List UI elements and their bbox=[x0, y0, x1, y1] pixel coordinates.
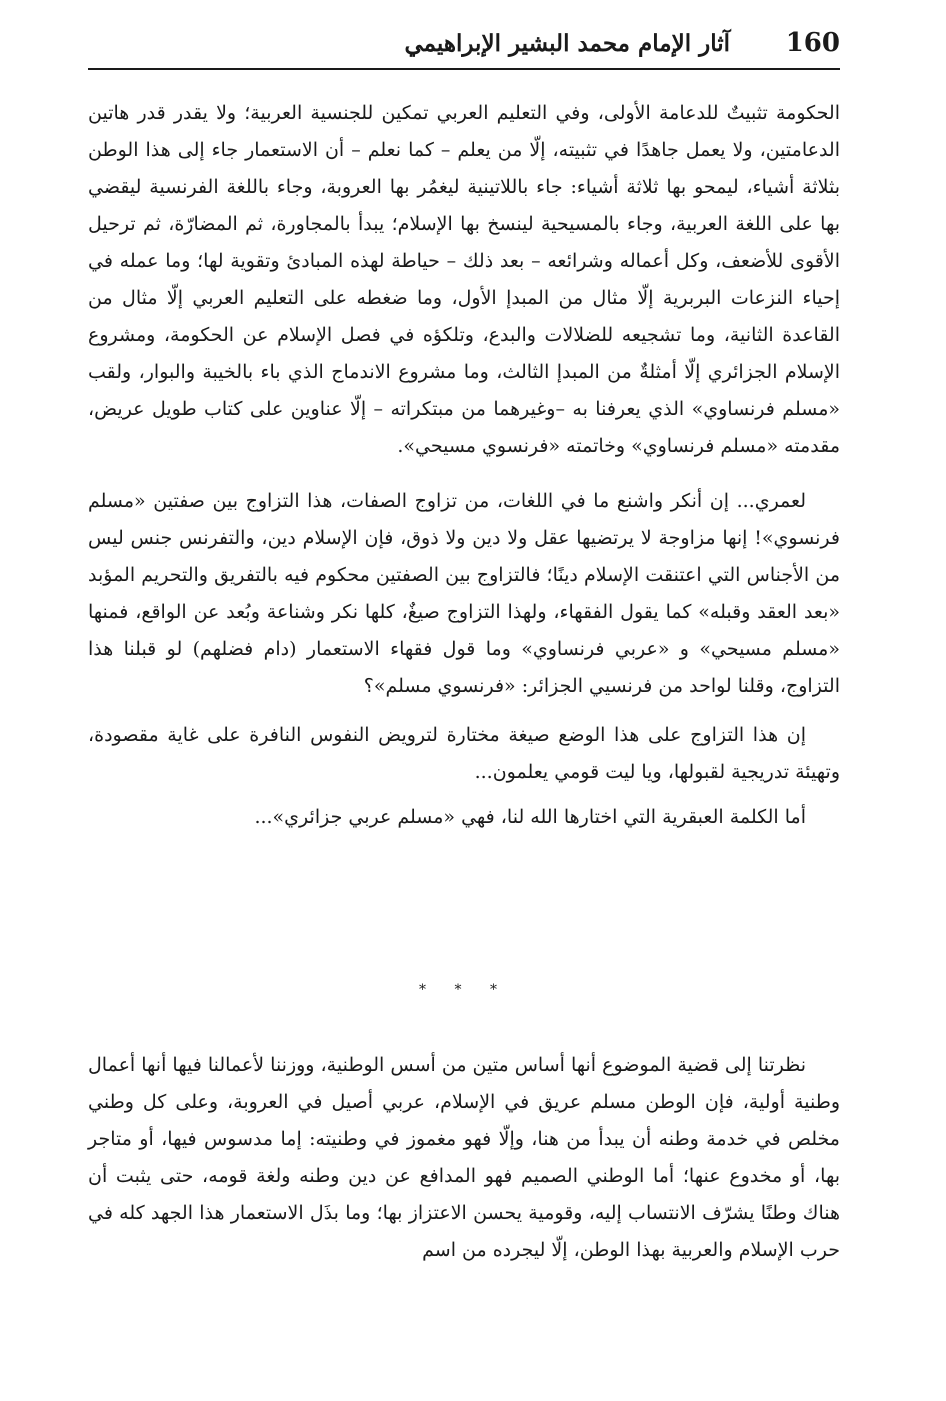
body-text-top bbox=[88, 95, 840, 836]
running-title: آثار الإمام محمد البشير الإبراهيمي bbox=[404, 30, 730, 57]
running-header bbox=[88, 24, 840, 68]
header-rule bbox=[88, 68, 840, 70]
section-separator: * * * bbox=[419, 982, 509, 998]
paragraph-2: لعمري... إن أنكر واشنع ما في اللغات، من تزاوج الصفات، هذا التزاوج بين صفتين «مسلم فرنسوي»! إنها مزاوجة لا يرتضيها عقل ولا دين ولا ذوق، فإن الإسلام دين، والتفرنس جنس ليس من الأجناس التي اعتنقت الإسلام دينًا؛ فالتزاوج بين الصفتين محكوم فيه بالتفريق والتحريم المؤبد «بعد العقد وقبله» كما يقول الفقهاء، ولهذا التزاوج صيغٌ، كلها نكر وشناعة وبُعد عن الواقع، فمنها «مسلم مسيحي» و «عربي فرنساوي» وما قول فقهاء الاستعمار (دام فضلهم) لو قبلنا هذا التزاوج، وقلنا لواحد من فرنسيي الجزائر: «فرنسوي مسلم»؟ bbox=[88, 490, 840, 697]
paragraph-5: نظرتنا إلى قضية الموضوع أنها أساس متين من أسس الوطنية، ووزننا لأعمالنا فيها أنها أعمال وطنية أولية، فإن الوطن مسلم عريق في الإسلام، عربي أصيل في العروبة، وعلى كل وطني مخلص في خدمة وطنه أن يبدأ من هنا، وإلّا فهو مغموز في وطنيته: إما مدسوس فيها، أو متاجر بها، أو مخدوع عنها؛ أما الوطني الصميم فهو المدافع عن دين وطنه ولغة قومه، حتى يثبت أن هناك وطنًا يشرّف الانتساب إليه، وقومية يحسن الاعتزاز بها؛ وما بذَل الاستعمار هذا الجهد كله في حرب الإسلام والعربية بهذا الوطن، إلّا ليجرده من اسم bbox=[88, 1054, 840, 1261]
page-number: 160 bbox=[785, 28, 840, 58]
paragraph-3: إن هذا التزاوج على هذا الوضع صيغة مختارة لترويض النفوس النافرة على غاية مقصودة، وتهيئة تدريجية لقبولها، ويا ليت قومي يعلمون... bbox=[88, 724, 840, 783]
paragraph-1: الحكومة تثبيتٌ للدعامة الأولى، وفي التعليم العربي تمكين للجنسية العربية؛ ولا يقدر قدر هاتين الدعامتين، ولا يعمل جاهدًا في تثبيته، إلّا من يعلم – كما نعلم – أن الاستعمار جاء إلى هذا الوطن بثلاثة أشياء، ليمحو بها ثلاثة أشياء: جاء باللاتينية ليغمُر بها العروبة، وجاء باللغة الفرنسية ليقضي بها على اللغة العربية، وجاء بالمسيحية لينسخ بها الإسلام؛ يبدأ بالمجاورة، ثم المضارّة، ثم ترحيل الأقوى للأضعف، وكل أعماله وشرائعه – بعد ذلك – حياطة لهذه المبادئ وتقوية لها؛ وما عمله في إحياء النزعات البربرية إلّا مثال من المبدإ الأول، وما ضغطه على التعليم العربي إلّا مثال من القاعدة الثانية، وما تشجيعه للضلالات والبدع، وتلكؤه في فصل الإسلام عن الحكومة، ومشروع الإسلام الجزائري إلّا أمثلةٌ من المبدإ الثالث، وما مشروع الاندماج الذي باء بالخيبة والبوار، ولقب «مسلم فرنساوي» الذي يعرفنا به –وغيرهما من مبتكراته – إلّا عناوين على كتاب طويل عريض، مقدمته «مسلم فرنساوي» وخاتمته «فرنسوي مسيحي». bbox=[88, 102, 840, 457]
body-text-bottom bbox=[88, 1047, 840, 1269]
paragraph-4: أما الكلمة العبقرية التي اختارها الله لنا، فهي «مسلم عربي جزائري»... bbox=[254, 806, 806, 828]
